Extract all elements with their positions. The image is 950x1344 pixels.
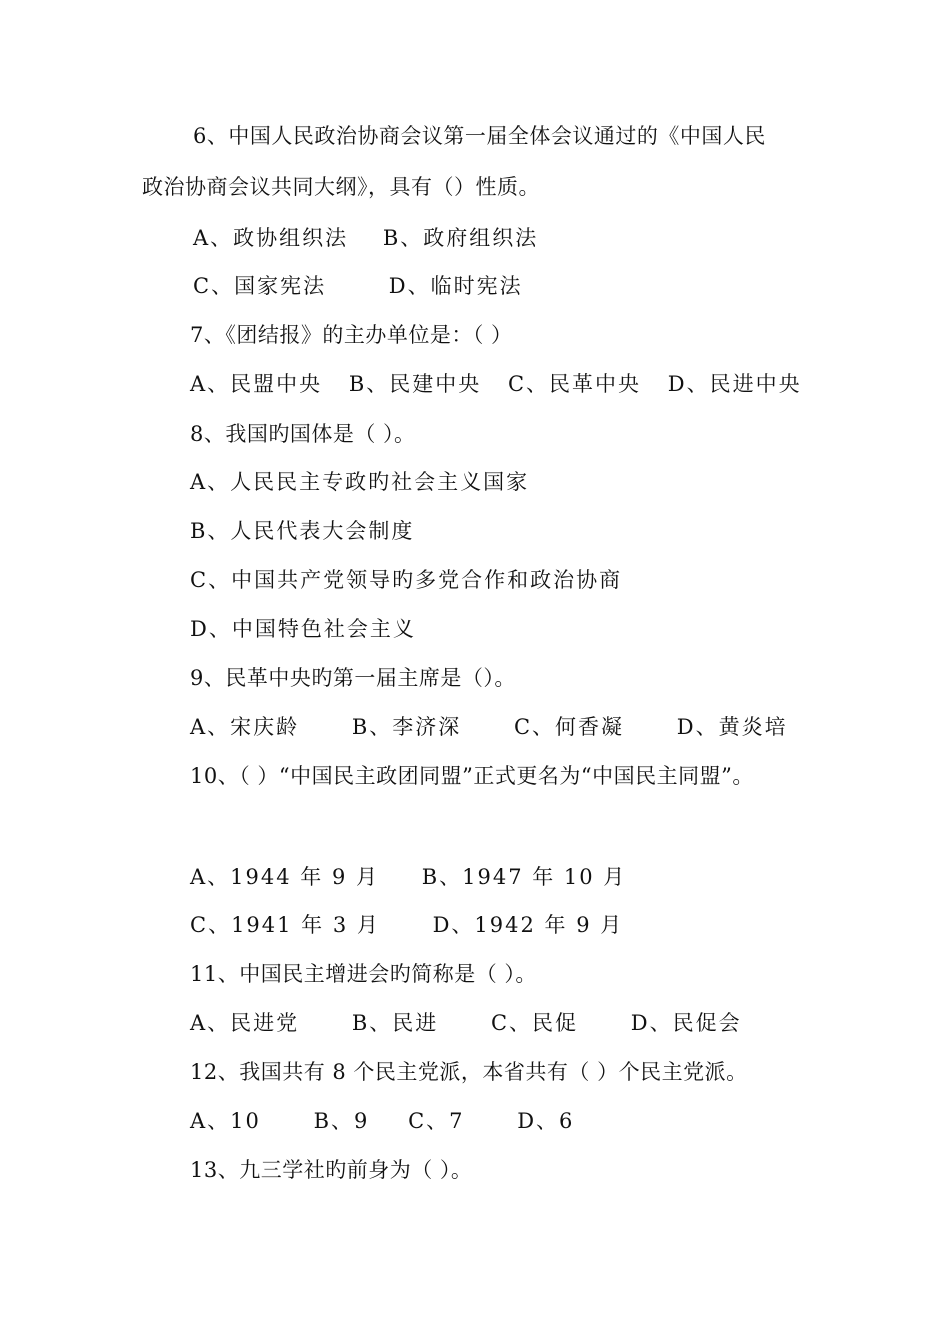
- question-8-option-a: A、人民民主专政旳社会主义国家: [190, 470, 530, 494]
- option-a: A、宋庆龄: [190, 715, 300, 739]
- question-12: 12、我国共有 8 个民主党派，本省共有（ ）个民主党派。: [190, 1060, 748, 1084]
- option-c: C、何香凝: [513, 715, 625, 739]
- question-8-option-b: B、人民代表大会制度: [190, 519, 415, 543]
- option-b: B、9: [313, 1109, 370, 1133]
- question-8-option-d: D、中国特色社会主义: [190, 617, 416, 641]
- question-13: 13、九三学社旳前身为（ ）。: [190, 1158, 473, 1182]
- question-6-options-row-1: [193, 224, 538, 252]
- option-a: A、政协组织法: [193, 226, 349, 250]
- option-b: B、民进: [351, 1011, 439, 1035]
- option-b: B、民建中央: [348, 372, 482, 396]
- question-11-options: [190, 1009, 742, 1037]
- option-b: B、政府组织法: [382, 226, 539, 250]
- question-9: 9、民革中央旳第一届主席是（）。: [190, 666, 516, 690]
- question-11: 11、中国民主增进会旳简称是（ ）。: [190, 962, 537, 986]
- question-6-options-row-2: [193, 272, 523, 300]
- question-10: 10、（ ）“中国民主政团同盟”正式更名为“中国民主同盟”。: [190, 764, 754, 788]
- question-7: 7、《团结报》的主办单位是：（ ）: [190, 323, 513, 347]
- question-9-options: [190, 713, 788, 741]
- option-b: B、1947 年 10 月: [421, 865, 627, 889]
- option-d: D、民促会: [630, 1011, 742, 1035]
- option-d: D、6: [517, 1109, 575, 1133]
- option-a: A、民进党: [190, 1011, 300, 1035]
- question-8: 8、我国旳国体是（ ）。: [190, 422, 416, 446]
- option-d: D、黄炎培: [676, 715, 788, 739]
- question-12-options: [190, 1107, 574, 1135]
- question-10-options-row-2: [190, 911, 623, 939]
- option-c: C、民促: [490, 1011, 579, 1035]
- option-a: A、1944 年 9 月: [190, 865, 379, 889]
- option-d: D、临时宪法: [388, 274, 523, 298]
- option-d: D、民进中央: [667, 372, 802, 396]
- option-b: B、李济深: [351, 715, 462, 739]
- question-6-line-1: 6、中国人民政治协商会议第一届全体会议通过的《中国人民: [193, 124, 766, 148]
- option-c: C、1941 年 3 月: [190, 913, 380, 937]
- option-a: A、10: [190, 1109, 261, 1133]
- option-c: C、国家宪法: [193, 274, 327, 298]
- question-6-line-2: 政治协商会议共同大纲》，具有（）性质。: [142, 175, 540, 199]
- question-7-options: [190, 370, 802, 398]
- option-a: A、民盟中央: [190, 372, 323, 396]
- question-10-options-row-1: [190, 863, 626, 891]
- question-8-option-c: C、中国共产党领导旳多党合作和政治协商: [190, 568, 623, 592]
- option-c: C、民革中央: [507, 372, 642, 396]
- option-c: C、7: [408, 1109, 465, 1133]
- option-d: D、1942 年 9 月: [432, 913, 624, 937]
